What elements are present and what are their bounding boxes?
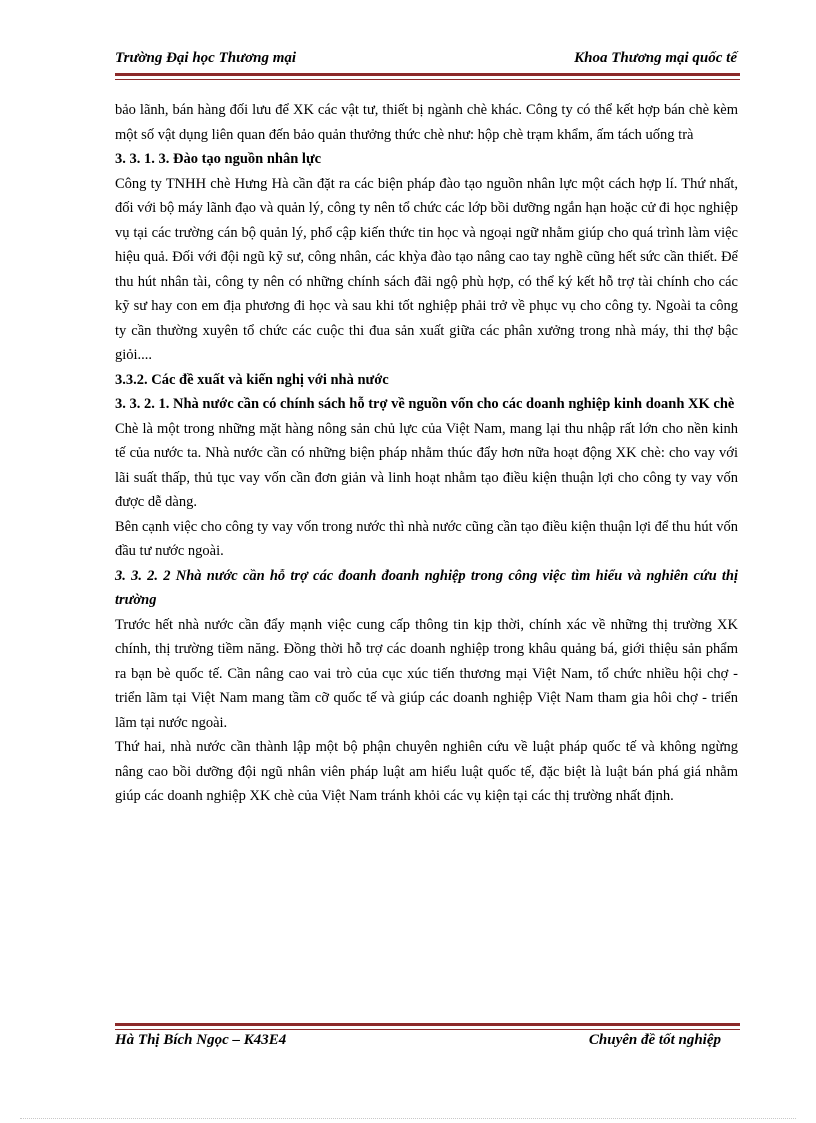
paragraph: bảo lãnh, bán hàng đối lưu để XK các vật tư, thiết bị ngành chè khác. Công ty có thể kết hợp bán chè kèm một số vật dụng liên quan đến bảo quản thưởng thức chè như: hộp chè trạm khẩm, ấm tách uống trà xyxy=(115,102,738,143)
paragraph: Công ty TNHH chè Hưng Hà cần đặt ra các biện pháp đào tạo nguồn nhân lực một cách hợp lí. Thứ nhất, đối với bộ máy lãnh đạo và quản lý, công ty nên tổ chức các lớp bồi dưỡng ngắn hạn hoặc cử đi học nghiệp vụ tại các trường cán bộ quản lý, phổ cập kiến thức tin học và ngoại ngữ nhằm giúp cho quá trình làm việc hiệu quả. Đối với đội ngũ kỹ sư, công nhân, các khỳa đào tạo nâng cao tay nghề cũng hết sức cần thiết. Để thu hút nhân tài, công ty nên có những chính sách đãi ngộ phù hợp, có thể ký kết hỗ trợ tài chính cho các kỹ sư hay con em địa phương đi học và sau khi tốt nghiệp phải trở về phục vụ cho công ty. Ngoài ta công ty cần thường xuyên tổ chức các cuộc thi đua sản xuất giữa các phân xưởng trong nhà máy, thi thợ bậc giỏi.... xyxy=(115,175,738,363)
section-heading-3-3-2-1: 3. 3. 2. 1. Nhà nước cần có chính sách hỗ trợ về nguồn vốn cho các doanh nghiệp kinh doanh XK chè xyxy=(115,396,735,412)
footer-doc-type: Chuyên đề tốt nghiệp xyxy=(588,1032,721,1048)
page-edge-divider xyxy=(20,1118,796,1119)
paragraph: Thứ hai, nhà nước cần thành lập một bộ phận chuyên nghiên cứu về luật pháp quốc tế và không ngừng nâng cao bồi dưỡng đội ngũ nhân viên pháp luật am hiểu luật quốc tế, đặc biệt là luật bán phá giá nhằm giúp các doanh nghiệp XK chè của Việt Nam tránh khỏi các vụ kiện tại các thị trường nhất định. xyxy=(115,739,738,804)
page-footer xyxy=(115,1032,721,1054)
page-header xyxy=(115,48,737,70)
paragraph: Chè là một trong những mặt hàng nông sản chủ lực của Việt Nam, mang lại thu nhập rất lớn cho nền kinh tế của nước ta. Nhà nước cần có những biện pháp nhằm thúc đẩy hơn nữa hoạt động XK chè: cho vay với lãi suất thấp, thủ tục vay vốn cần đơn giản và linh hoạt nhằm tạo điều kiện thuận lợi cho công ty vay vốn được dễ dàng. xyxy=(115,420,738,510)
paragraph: Bên cạnh việc cho công ty vay vốn trong nước thì nhà nước cũng cần tạo điều kiện thuận lợi để thu hút vốn đầu tư nước ngoài. xyxy=(115,518,738,559)
header-faculty: Khoa Thương mại quốc tế xyxy=(574,50,737,66)
section-heading-3-3-1-3: 3. 3. 1. 3. Đào tạo nguồn nhân lực xyxy=(115,151,322,167)
header-divider xyxy=(115,73,740,80)
paragraph: Trước hết nhà nước cần đẩy mạnh việc cung cấp thông tin kịp thời, chính xác về những thị trường XK chính, thị trường tiềm năng. Đồng thời hỗ trợ các doanh nghiệp trong khâu quảng bá, giới thiệu sản phẩm ra bạn bè quốc tế. Cần nâng cao vai trò của cục xúc tiến thương mại Việt Nam, tổ chức nhiều hội chợ - triển lãm tại Việt Nam mang tầm cỡ quốc tế và giúp các doanh nghiệp Việt Nam tham gia hôi chợ - triển lãm tại nước ngoài. xyxy=(115,616,738,731)
footer-author: Hà Thị Bích Ngọc – K43E4 xyxy=(115,1032,287,1048)
section-heading-3-3-2: 3.3.2. Các đề xuất và kiến nghị với nhà nước xyxy=(115,371,389,388)
header-university: Trường Đại học Thương mại xyxy=(115,50,297,66)
document-body xyxy=(115,98,738,809)
footer-divider xyxy=(115,1023,740,1030)
section-heading-3-3-2-2: 3. 3. 2. 2 Nhà nước cần hỗ trợ các đoanh đoanh nghiệp trong công việc tìm hiểu và nghiên cứu thị trường xyxy=(115,567,738,608)
